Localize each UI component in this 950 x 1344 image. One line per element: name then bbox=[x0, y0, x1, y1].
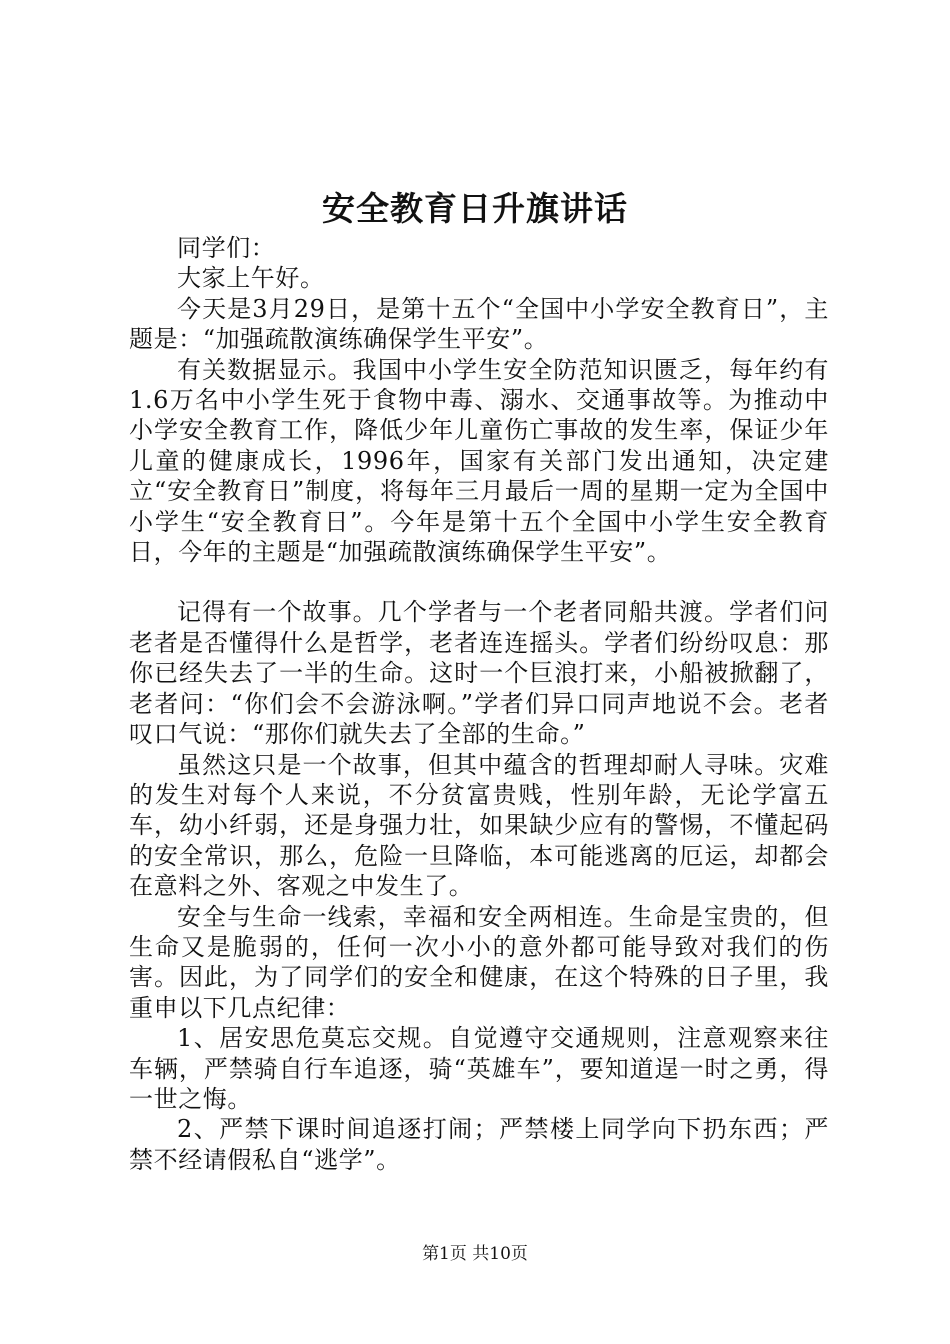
paragraph-story: 记得有一个故事。几个学者与一个老者同船共渡。学者们问老者是否懂得什么是哲学，老者连连摇头。学者们纷纷叹息：那你已经失去了一半的生命。这时一个巨浪打来，小船被掀翻了，老者问：“你们会不会游泳啊。”学者们异口同声地说不会。老者叹口气说：“那你们就失去了全部的生命。” bbox=[129, 598, 829, 749]
paragraph-safety-life: 安全与生命一线索，幸福和安全两相连。生命是宝贵的，但生命又是脆弱的，任何一次小小的意外都可能导致对我们的伤害。因此，为了同学们的安全和健康，在这个特殊的日子里，我重申以下几点纪律： bbox=[129, 902, 829, 1022]
paragraph-rule-2: 2、严禁下课时间追逐打闹；严禁楼上同学向下扔东西；严禁不经请假私自“逃学”。 bbox=[129, 1115, 829, 1174]
paragraph-statistics: 有关数据显示。我国中小学生安全防范知识匮乏，每年约有1.6万名中小学生死于食物中毒、溺水、交通事故等。为推动中小学安全教育工作，降低少年儿童伤亡事故的发生率，保证少年儿童的健康成长，1996年，国家有关部门发出通知，决定建立“安全教育日”制度，将每年三月最后一周的星期一定为全国中小学生“安全教育日”。今年是第十五个全国中小学生安全教育日，今年的主题是“加强疏散演练确保学生平安”。 bbox=[129, 355, 829, 567]
paragraph-greeting: 大家上午好。 bbox=[177, 264, 325, 293]
document-title: 安全教育日升旗讲话 bbox=[322, 189, 628, 228]
paragraph-rule-1: 1、居安思危莫忘交规。自觉遵守交通规则，注意观察来往车辆，严禁骑自行车追逐，骑“英雄车”，要知道逞一时之勇，得一世之悔。 bbox=[129, 1024, 829, 1113]
paragraph-moral: 虽然这只是一个故事，但其中蕴含的哲理却耐人寻味。灾难的发生对每个人来说，不分贫富贵贱，性别年龄，无论学富五车，幼小纤弱，还是身强力壮，如果缺少应有的警惕，不懂起码的安全常识，那么，危险一旦降临，本可能逃离的厄运，却都会在意料之外、客观之中发生了。 bbox=[129, 750, 829, 901]
paragraph-salutation: 同学们： bbox=[177, 234, 276, 262]
paragraph-theme: 今天是3月29日，是第十五个“全国中小学安全教育日”，主题是：“加强疏散演练确保学生平安”。 bbox=[129, 294, 829, 354]
page-indicator: 第1页 共10页 bbox=[422, 1244, 528, 1264]
document-body bbox=[129, 233, 829, 1175]
